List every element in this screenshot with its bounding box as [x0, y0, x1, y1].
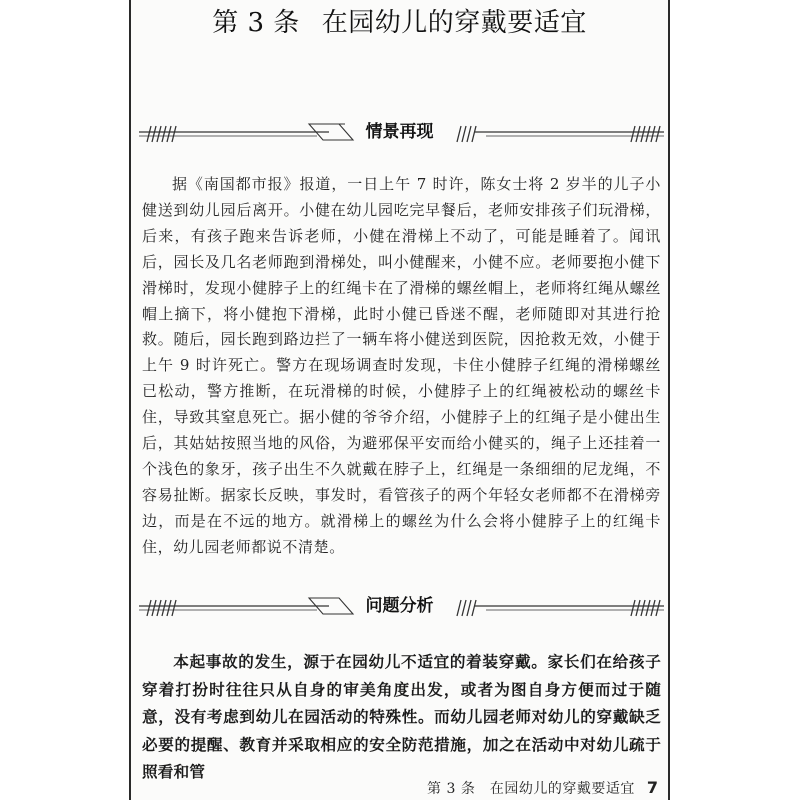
book-page — [129, 0, 670, 800]
chapter-number: 第 3 条 — [212, 8, 300, 38]
analysis-paragraph: 本起事故的发生，源于在园幼儿不适宜的着装穿戴。家长们在给孩子穿着打扮时往往只从自身的审美角度出发，或者为图自身方便而过于随意，没有考虑到幼儿在园活动的特殊性。而幼儿园老师对幼儿的穿戴缺乏必要的提醒、教育并采取相应的安全防范措施，加之在活动中对幼儿疏于照看和管 — [142, 652, 661, 781]
section-heading: 情景再现 — [365, 122, 434, 142]
chapter-title-text: 在园幼儿的穿戴要适宜 — [321, 8, 587, 38]
section-header-analysis — [139, 592, 660, 620]
section-heading: 问题分析 — [365, 596, 434, 616]
page-number: 7 — [646, 778, 658, 797]
chapter-title — [131, 2, 668, 39]
scene-paragraph: 据《南国都市报》报道，一日上午 7 时许，陈女士将 2 岁半的儿子小健送到幼儿园后离开。小健在幼儿园吃完早餐后，老师安排孩子们玩滑梯，后来，有孩子跑来告诉老师，小健在滑梯上不动了，可能是睡着了。闻讯后，园长及几名老师跑到滑梯处，叫小健醒来，小健不应。老师要抱小健下滑梯时，发现小健脖子上的红绳卡在了滑梯的螺丝帽上，老师将红绳从螺丝帽上摘下，将小健抱下滑梯，此时小健已昏迷不醒，老师随即对其进行抢救。随后，园长跑到路边拦了一辆车将小健送到医院，因抢救无效，小健于上午 9 时许死亡。警方在现场调查时发现，卡住小健脖子红绳的滑梯螺丝已松动，警方推断，在玩滑梯的时候，小健脖子上的红绳被松动的螺丝卡住，导致其窒息死亡。据小健的爷爷介绍，小健脖子上的红绳子是小健出生后，其姑姑按照当地的风俗，为避邪保平安而给小健买的，绳子上还挂着一个浅色的象牙，孩子出生不久就戴在脖子上，红绳是一条细细的尼龙绳，不容易扯断。据家长反映，事发时，看管孩子的两个年轻女老师都不在滑梯旁边，而是在不远的地方。就滑梯上的螺丝为什么会将小健脖子上的红绳卡住，幼儿园老师都说不清楚。 — [142, 175, 661, 556]
section-header-scene — [139, 118, 660, 146]
page-footer — [427, 778, 658, 798]
running-footer: 第 3 条 在园幼儿的穿戴要适宜 — [427, 781, 635, 797]
